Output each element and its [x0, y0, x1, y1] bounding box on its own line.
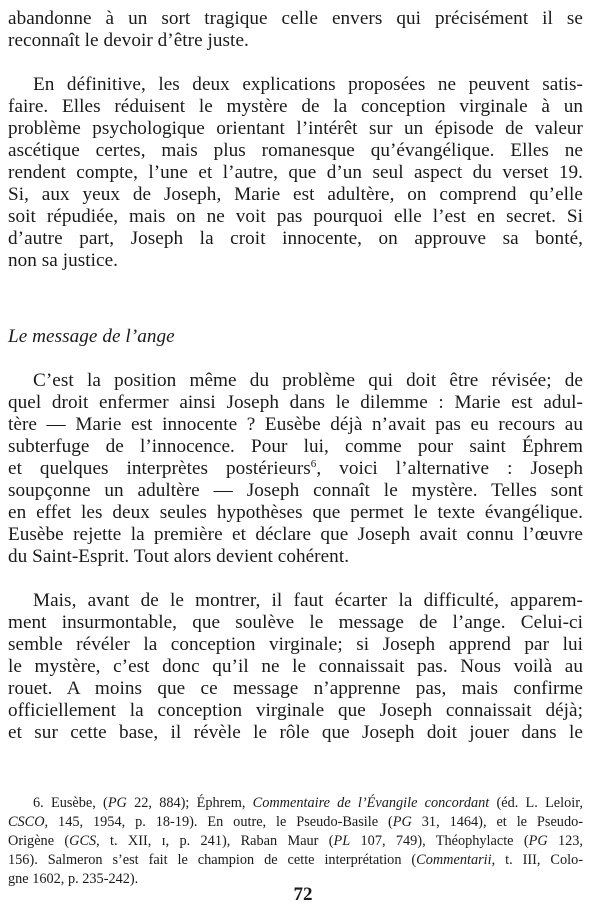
text-fragment: Origène (: [8, 833, 70, 849]
footnote-6: [8, 794, 583, 889]
text-line: non sa justice.: [8, 250, 118, 271]
text-line: C’est la position même du problème qui doit être révisée; de: [33, 370, 583, 391]
text-line: le mystère, c’est donc qu’il ne le connaissait pas. Nous voilà au: [8, 656, 583, 677]
section-heading: Le message de l’ange: [8, 326, 175, 347]
text-fragment-italic: Commentaire de l’Évangile concordant: [252, 795, 490, 811]
text-line: en effet les deux seules hypothèses que permet le texte évangélique.: [8, 502, 583, 523]
text-line: rouet. A moins que ce message n’apprenne pas, mais confirme: [8, 678, 583, 699]
text-fragment: , t. III, Colo-: [491, 852, 583, 868]
footnote-line: [8, 794, 583, 813]
paragraph-mais: [8, 590, 583, 744]
paragraph-position: [8, 370, 583, 568]
text-fragment-italic: PG: [392, 814, 412, 830]
text-line: abandonne à un sort tragique celle envers qui précisément il se: [8, 8, 583, 29]
text-fragment: , 145, 1954, p. 18-19). En outre, le Pseudo-Basile (: [44, 814, 393, 830]
footnote-line: [8, 851, 583, 870]
text-fragment: Eusèbe, (: [50, 795, 108, 811]
text-line: quel droit enfermer ainsi Joseph dans le dilemme : Marie est adul-: [8, 392, 583, 413]
footnote-number: 6.: [33, 795, 44, 811]
text-line: problème psychologique orientant l’intérêt sur un épisode de valeur: [8, 118, 583, 139]
text-fragment: 31, 1464), et le Pseudo-: [411, 814, 584, 830]
text-fragment: (éd. L. Leloir,: [489, 795, 584, 811]
text-line: tère — Marie est innocente ? Eusèbe déjà n’avait pas eu recours au: [8, 414, 583, 435]
footnote-line: [8, 813, 583, 832]
page-number: 72: [293, 884, 313, 905]
text-line: semble révéler la conception virginale; si Joseph apprend par lui: [8, 634, 583, 655]
text-line: Eusèbe rejette la première et déclare que Joseph avait connu l’œuvre: [8, 524, 583, 545]
text-line: ascétique certes, mais plus romanesque qu’évangélique. Elles ne: [8, 140, 583, 161]
text-line: En définitive, les deux explications proposées ne peuvent satis-: [33, 74, 583, 95]
text-fragment: 22, 884); Éphrem,: [126, 795, 253, 811]
text-fragment: 156). Salmeron s’est fait le champion de cette interprétation (: [8, 852, 417, 868]
text-line: faire. Elles réduisent le mystère de la conception virginale à un: [8, 96, 583, 117]
paragraph-definitive: [8, 74, 583, 272]
footnote-line: [8, 832, 583, 851]
text-line: soit répudiée, mais on ne voit pas pourquoi elle l’est en secret. Si: [8, 206, 583, 227]
text-fragment: 107, 749), Théophylacte (: [350, 833, 529, 849]
text-fragment: et quelques interprètes postérieurs: [8, 458, 311, 479]
text-line: Si, aux yeux de Joseph, Marie est adultère, on comprend qu’elle: [8, 184, 583, 205]
paragraph-continued: [8, 8, 583, 52]
footnote-reference[interactable]: 6: [310, 458, 317, 470]
text-line: soupçonne un adultère — Joseph connaît le mystère. Telles sont: [8, 480, 583, 501]
text-fragment-italic: GCS: [69, 833, 97, 849]
footnote-line: gne 1602, p. 235-242).: [8, 871, 139, 887]
text-line: subterfuge de l’innocence. Pour lui, comme pour saint Éphrem: [8, 436, 583, 457]
text-fragment-italic: PG: [107, 795, 127, 811]
text-fragment-italic: PL: [333, 833, 351, 849]
text-line: rendent compte, l’une et l’autre, que d’un seul aspect du verset 19.: [8, 162, 583, 183]
text-fragment: 123,: [547, 833, 583, 849]
text-line: Mais, avant de le montrer, il faut écarter la difficulté, apparem-: [33, 590, 583, 611]
text-fragment-italic: PG: [528, 833, 548, 849]
text-line: officiellement la conception virginale que Joseph connaissait déjà;: [8, 700, 583, 721]
text-line-with-footnote: [8, 458, 583, 480]
text-line: d’autre part, Joseph la croit innocente, on approuve sa bonté,: [8, 228, 583, 249]
text-line: du Saint-Esprit. Tout alors devient cohérent.: [8, 546, 350, 567]
text-line: et sur cette base, il révèle le rôle que Joseph doit jouer dans le: [8, 722, 583, 743]
text-line: ment insurmontable, que soulève le message de l’ange. Celui-ci: [8, 612, 583, 633]
text-fragment-italic: Commentarii: [416, 852, 492, 868]
text-fragment-italic: CSCO: [8, 814, 45, 830]
text-fragment: , voici l’alternative : Joseph: [316, 458, 583, 479]
text-line: reconnaît le devoir d’être juste.: [8, 30, 249, 51]
text-fragment: , t. XII, ɪ, p. 241), Raban Maur (: [96, 833, 334, 849]
